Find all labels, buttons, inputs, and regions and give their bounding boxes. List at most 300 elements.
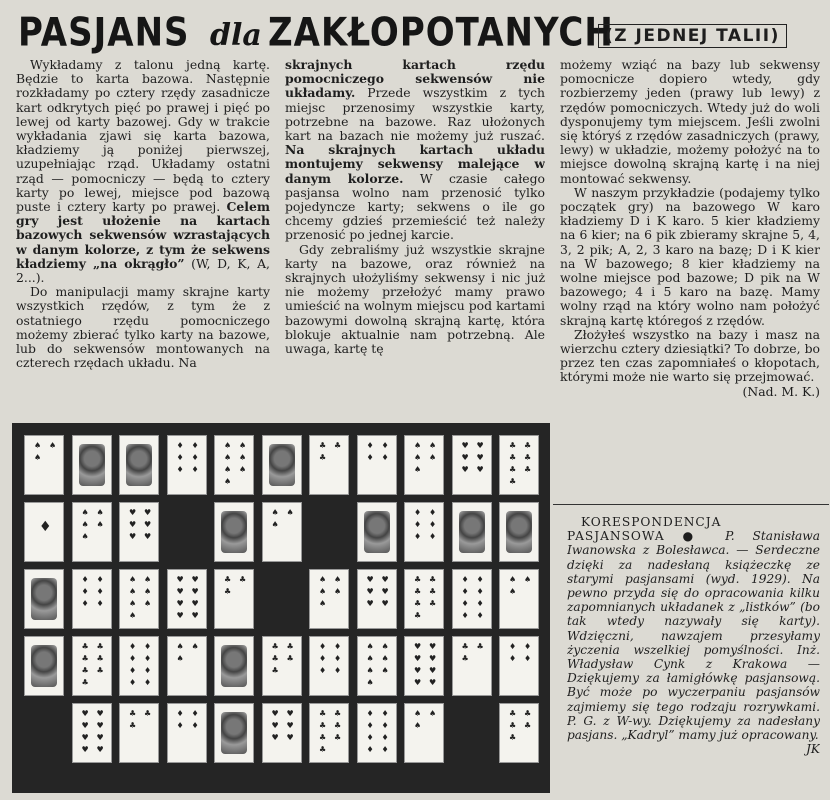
card-suit-icon: ♣ <box>286 654 294 663</box>
card-suit-icon: ♣ <box>96 642 104 651</box>
card-suit-icon: ♥ <box>286 733 294 742</box>
card-suit-icon: ♦ <box>381 441 389 450</box>
card-suit-icon: ♥ <box>366 575 374 584</box>
card-suit-icon: ♦ <box>96 599 104 608</box>
card-suit-icon: ♦ <box>319 642 327 651</box>
card-suit-icon: ♣ <box>129 721 137 730</box>
card-suit-icon: ♠ <box>239 453 247 462</box>
playing-card <box>499 636 539 696</box>
card-suit-icon: ♥ <box>366 587 374 596</box>
playing-card <box>309 703 349 763</box>
text-run: Przede wszystkim z tych miejsc przenosimy wszystkie karty, potrzebne na bazowe. Raz ułożonych kart na bazach nie możemy już ruszać. <box>285 85 545 144</box>
card-suit-icon: ♠ <box>509 587 517 596</box>
card-suit-icon: ♠ <box>334 575 342 584</box>
card-suit-icon: ♥ <box>429 642 437 651</box>
card-suit-icon: ♦ <box>191 465 199 474</box>
playing-card <box>214 703 254 763</box>
card-suit-icon: ♦ <box>191 453 199 462</box>
card-suit-icon: ♣ <box>524 465 532 474</box>
card-suit-icon: ♥ <box>129 508 137 517</box>
title-part-1: PASJANS <box>18 10 190 56</box>
card-suit-icon: ♣ <box>509 709 517 718</box>
card-suit-icon: ♠ <box>144 599 152 608</box>
text-column-2 <box>285 58 545 412</box>
court-card-figure <box>221 511 247 553</box>
playing-card <box>262 703 302 763</box>
playing-card <box>167 636 207 696</box>
card-suit-icon: ♣ <box>271 666 279 675</box>
card-suit-icon: ♦ <box>129 678 137 687</box>
court-card-figure <box>31 645 57 687</box>
card-suit-icon: ♣ <box>509 453 517 462</box>
court-card-figure <box>221 645 247 687</box>
playing-card <box>404 435 444 495</box>
card-suit-icon: ♥ <box>176 587 184 596</box>
playing-card <box>119 636 159 696</box>
card-suit-icon: ♠ <box>96 508 104 517</box>
court-card-figure <box>126 444 152 486</box>
card-suit-icon: ♦ <box>461 599 469 608</box>
card-suit-icon: ♥ <box>191 587 199 596</box>
card-suit-icon: ♥ <box>414 678 422 687</box>
playing-card <box>24 636 64 696</box>
card-suit-icon: ♥ <box>461 465 469 474</box>
card-suit-icon: ♦ <box>176 721 184 730</box>
card-suit-icon: ♥ <box>461 441 469 450</box>
card-suit-icon: ♣ <box>524 709 532 718</box>
card-suit-icon: ♣ <box>319 733 327 742</box>
card-suit-icon: ♥ <box>381 575 389 584</box>
card-suit-icon: ♥ <box>429 666 437 675</box>
bold-run: Na skrajnych kartach układu montujemy sekwensy malejące w danym kolorze. <box>285 142 545 186</box>
court-card-figure <box>269 444 295 486</box>
playing-card <box>499 502 539 562</box>
card-suit-icon: ♣ <box>414 599 422 608</box>
playing-card <box>167 569 207 629</box>
card-suit-icon: ♦ <box>476 587 484 596</box>
court-card-figure <box>459 511 485 553</box>
card-suit-icon: ♣ <box>224 575 232 584</box>
card-suit-icon: ♠ <box>81 532 89 541</box>
card-suit-icon: ♥ <box>144 508 152 517</box>
card-suit-icon: ♠ <box>381 642 389 651</box>
text-column-1 <box>16 58 270 412</box>
playing-card <box>24 569 64 629</box>
playing-card <box>452 502 492 562</box>
card-suit-icon: ♦ <box>144 678 152 687</box>
card-suit-icon: ♠ <box>319 599 327 608</box>
signature: (Nad. M. K.) <box>742 383 820 399</box>
article-header <box>10 8 825 58</box>
card-suit-icon: ♥ <box>81 721 89 730</box>
card-suit-icon: ♦ <box>129 642 137 651</box>
paragraph: W naszym przykładzie (podajemy tylko początek gry) na bazowego W karo kładziemy D i K karo. 5 kier kładziemy na 6 kier; na 6 pik zbieramy skrajne 5, 4, 3, 2 pik; A, 2, 3 karo na bazę; D i K kier na W bazowego; 8 kier kładziemy na wolne miejsce pod bazowe; D pik na W bazowego; 4 i 5 karo na bazę. Mamy wolny rząd na który wolno nam położyć skrajną kartę któregoś z rzędów. <box>560 184 820 328</box>
card-suit-icon: ♥ <box>81 733 89 742</box>
card-layout-photo <box>12 423 550 793</box>
paragraph <box>16 58 270 285</box>
card-suit-icon: ♣ <box>96 654 104 663</box>
card-suit-icon: ♣ <box>334 721 342 730</box>
card-suit-icon: ♦ <box>414 532 422 541</box>
playing-card <box>309 435 349 495</box>
playing-card <box>357 703 397 763</box>
card-suit-icon: ♥ <box>381 599 389 608</box>
playing-card <box>214 636 254 696</box>
signature: JK <box>806 742 820 757</box>
card-suit-icon: ♠ <box>271 520 279 529</box>
card-suit-icon: ♠ <box>366 678 374 687</box>
card-suit-icon: ♠ <box>224 453 232 462</box>
card-suit-icon: ♣ <box>224 587 232 596</box>
card-suit-icon: ♠ <box>271 508 279 517</box>
card-suit-icon: ♥ <box>144 520 152 529</box>
card-suit-icon: ♦ <box>176 709 184 718</box>
card-suit-icon: ♠ <box>319 587 327 596</box>
card-suit-icon: ♠ <box>81 508 89 517</box>
card-suit-icon: ♦ <box>366 721 374 730</box>
card-suit-icon: ♣ <box>81 642 89 651</box>
card-suit-icon: ♣ <box>509 477 517 486</box>
card-suit-icon: ♦ <box>461 587 469 596</box>
card-suit-icon: ♠ <box>224 441 232 450</box>
court-card-figure <box>364 511 390 553</box>
card-suit-icon: ♣ <box>429 599 437 608</box>
card-suit-icon: ♦ <box>366 453 374 462</box>
playing-card <box>357 502 397 562</box>
card-suit-icon: ♠ <box>286 508 294 517</box>
card-suit-icon: ♠ <box>366 666 374 675</box>
card-suit-icon: ♥ <box>366 599 374 608</box>
card-suit-icon: ♦ <box>476 575 484 584</box>
paragraph: Gdy zebraliśmy już wszystkie skrajne karty na bazowe, oraz również na skrajnych ułożyliśmy sekwensy i nic już nie możemy przełożyć mamy prawo umieścić na wolnym miejscu pod kartami bazowymi dowolną skrajną kartę, która blokuje aktualnie nam potrzebną. Ale uwaga, kartę tę <box>285 241 545 357</box>
court-card-figure <box>221 712 247 754</box>
card-suit-icon: ♦ <box>381 733 389 742</box>
card-suit-icon: ♣ <box>319 709 327 718</box>
card-suit-icon: ♠ <box>129 599 137 608</box>
card-suit-icon: ♦ <box>81 587 89 596</box>
card-suit-icon: ♠ <box>414 441 422 450</box>
card-suit-icon: ♥ <box>271 709 279 718</box>
card-suit-icon: ♣ <box>509 721 517 730</box>
card-suit-icon: ♣ <box>476 642 484 651</box>
card-suit-icon: ♦ <box>524 654 532 663</box>
card-suit-icon: ♦ <box>366 733 374 742</box>
card-suit-icon: ♠ <box>414 721 422 730</box>
card-suit-icon: ♦ <box>191 709 199 718</box>
card-suit-icon: ♦ <box>366 745 374 754</box>
playing-card <box>72 435 112 495</box>
title-part-3: ZAKŁOPOTANYCH <box>268 10 614 56</box>
card-suit-icon: ♣ <box>334 733 342 742</box>
card-suit-icon: ♣ <box>271 654 279 663</box>
playing-card <box>72 703 112 763</box>
title-part-2: dla <box>210 18 262 53</box>
card-suit-icon: ♣ <box>144 709 152 718</box>
card-suit-icon: ♦ <box>381 709 389 718</box>
card-suit-icon: ♣ <box>524 453 532 462</box>
card-suit-icon: ♦ <box>429 508 437 517</box>
card-suit-icon: ♣ <box>429 575 437 584</box>
card-suit-icon: ♦ <box>144 642 152 651</box>
court-card-figure <box>31 578 57 620</box>
card-suit-icon: ♥ <box>176 575 184 584</box>
card-suit-icon: ♥ <box>286 709 294 718</box>
card-suit-icon: ♠ <box>34 453 42 462</box>
card-suit-icon: ♥ <box>429 654 437 663</box>
card-suit-icon: ♦ <box>96 575 104 584</box>
playing-card <box>404 636 444 696</box>
card-suit-icon: ♣ <box>414 587 422 596</box>
paragraph <box>285 58 545 243</box>
card-suit-icon: ♠ <box>239 465 247 474</box>
card-suit-icon: ♠ <box>366 642 374 651</box>
card-suit-icon: ♦ <box>429 520 437 529</box>
card-suit-icon: ♦ <box>334 642 342 651</box>
playing-card <box>262 435 302 495</box>
playing-card <box>24 502 64 562</box>
card-suit-icon: ♦ <box>129 654 137 663</box>
card-suit-icon: ♣ <box>81 654 89 663</box>
card-suit-icon: ♠ <box>81 520 89 529</box>
card-suit-icon: ♠ <box>129 611 137 620</box>
card-suit-icon: ♣ <box>509 733 517 742</box>
card-suit-icon: ♠ <box>366 654 374 663</box>
card-suit-icon: ♥ <box>81 745 89 754</box>
card-suit-icon: ♠ <box>429 453 437 462</box>
card-suit-icon: ♥ <box>476 465 484 474</box>
divider <box>553 504 829 505</box>
playing-card <box>499 703 539 763</box>
card-suit-icon: ♥ <box>414 666 422 675</box>
text-run: ● P. Stanisława Iwanowska z Bolesławca. — Serdeczne dzięki za nadesłaną książeczkę ze starymi pasjansami (wyd. 1929). Na pewno przyda się do opracowania kilku zapomnianych układanek z „listków” (bo tak wtedy nazywały się karty). Wdzięczni, nawzajem przesyłamy życzenia wszelkiej pomyślności. Inż. Władysław Cynk z Krakowa — Dziękujemy za łamigłówkę pasjansową. Być może po wyczerpaniu pasjansów zajmiemy się tego rodzaju rozrywkami. P. G. z W-wy. Dziękujemy za nadesłany pasjans. „Kadryl” mamy już opracowany. <box>567 529 820 743</box>
text-run: Wykładamy z talonu jedną kartę. Będzie to karta bazowa. Następnie rozkładamy po cztery rzędy zasadnicze kart odkrytych pięć po prawej i pięć po lewej od karty bazowej. Gdy w trakcie wykładania zjawi się karta bazowa, kładziemy ją poniżej pierwszej, uzupełniając rząd. Układamy ostatni rząd — pomocniczy — będą to cztery karty po lewej, miejsce pod bazową puste i cztery karty po prawej. <box>16 58 270 215</box>
court-card-figure <box>506 511 532 553</box>
card-suit-icon: ♦ <box>191 721 199 730</box>
paragraph: możemy wziąć na bazy lub sekwensy pomocnicze dopiero wtedy, gdy rozbierzemy jeden (prawy lub lewy) z rzędów pomocniczych. Wtedy już do woli dysponujemy tym miejscem. Jeśli zwolni się któryś z rzędów zasadniczych (prawy, lewy) w układzie, możemy położyć na to miejsce dowolną skrajną kartę i na niej montować sekwensy. <box>560 58 820 186</box>
card-suit-icon: ♦ <box>319 654 327 663</box>
card-suit-icon: ♦ <box>176 465 184 474</box>
card-suit-icon: ♥ <box>96 709 104 718</box>
card-suit-icon: ♦ <box>334 654 342 663</box>
card-suit-icon: ♦ <box>319 666 327 675</box>
card-suit-icon: ♠ <box>176 642 184 651</box>
paragraph: Do manipulacji mamy skrajne karty wszystkich rzędów, z tym że z ostatniego rzędu pomocniczego możemy zbierać tylko karty na bazowe, lub do sekwensów montowanych na czterech rzędach układu. Na <box>16 284 270 371</box>
card-suit-icon: ♥ <box>414 654 422 663</box>
playing-card <box>167 435 207 495</box>
card-suit-icon: ♦ <box>476 611 484 620</box>
card-suit-icon: ♣ <box>509 465 517 474</box>
card-suit-icon: ♦ <box>524 642 532 651</box>
card-suit-icon: ♥ <box>96 745 104 754</box>
card-suit-icon: ♠ <box>414 709 422 718</box>
card-suit-icon: ♠ <box>429 709 437 718</box>
correspondence-column <box>567 515 820 795</box>
card-suit-icon: ♠ <box>224 465 232 474</box>
playing-card <box>452 636 492 696</box>
card-suit-icon: ♠ <box>224 477 232 486</box>
card-suit-icon: ♠ <box>49 441 57 450</box>
playing-card <box>357 636 397 696</box>
card-suit-icon: ♣ <box>286 642 294 651</box>
text-run: (W, D, K, A, 2...). <box>16 255 270 286</box>
playing-card <box>72 636 112 696</box>
playing-card <box>499 569 539 629</box>
card-suit-icon: ♠ <box>381 654 389 663</box>
card-suit-icon: ♣ <box>429 587 437 596</box>
card-suit-icon: ♥ <box>129 532 137 541</box>
card-suit-icon: ♥ <box>271 733 279 742</box>
playing-card <box>119 569 159 629</box>
card-suit-icon: ♣ <box>81 678 89 687</box>
playing-card <box>262 636 302 696</box>
card-suit-icon: ♦ <box>144 666 152 675</box>
card-suit-icon: ♦ <box>509 654 517 663</box>
card-suit-icon: ♠ <box>144 587 152 596</box>
text-run: W czasie całego pasjansa wolno nam przenosić tylko pojedyncze karty; sekwens o ile go chcemy gdzieś przemieścić też należy przenosić po jednej karcie. <box>285 170 545 243</box>
card-suit-icon: ♦ <box>39 519 52 535</box>
card-suit-icon: ♣ <box>334 441 342 450</box>
card-suit-icon: ♣ <box>271 642 279 651</box>
card-suit-icon: ♦ <box>96 587 104 596</box>
playing-card <box>119 502 159 562</box>
playing-card <box>214 502 254 562</box>
playing-card <box>452 569 492 629</box>
playing-card <box>309 569 349 629</box>
paragraph: Złożyłeś wszystko na bazy i masz na wierzchu cztery dziesiątki? To dobrze, bo przez ten czas zapomniałeś o kłopotach, którymi może nie warto się przejmować. <box>560 326 820 385</box>
card-suit-icon: ♦ <box>176 441 184 450</box>
card-suit-icon: ♦ <box>81 599 89 608</box>
playing-card <box>499 435 539 495</box>
playing-card <box>72 502 112 562</box>
card-suit-icon: ♦ <box>334 666 342 675</box>
card-suit-icon: ♦ <box>191 441 199 450</box>
card-suit-icon: ♥ <box>176 599 184 608</box>
card-suit-icon: ♦ <box>129 666 137 675</box>
card-suit-icon: ♠ <box>319 575 327 584</box>
card-suit-icon: ♦ <box>414 508 422 517</box>
playing-card <box>404 502 444 562</box>
card-suit-icon: ♦ <box>381 745 389 754</box>
card-suit-icon: ♦ <box>381 721 389 730</box>
card-suit-icon: ♣ <box>96 666 104 675</box>
card-suit-icon: ♠ <box>334 587 342 596</box>
card-suit-icon: ♠ <box>381 666 389 675</box>
card-suit-icon: ♣ <box>524 441 532 450</box>
card-suit-icon: ♠ <box>191 642 199 651</box>
card-suit-icon: ♣ <box>524 721 532 730</box>
card-suit-icon: ♥ <box>414 642 422 651</box>
text-column-3 <box>560 58 820 505</box>
card-suit-icon: ♣ <box>319 745 327 754</box>
card-suit-icon: ♠ <box>96 520 104 529</box>
card-suit-icon: ♠ <box>176 654 184 663</box>
card-suit-icon: ♠ <box>414 453 422 462</box>
card-suit-icon: ♥ <box>429 678 437 687</box>
card-suit-icon: ♥ <box>191 575 199 584</box>
card-suit-icon: ♦ <box>176 453 184 462</box>
title-subtitle: (Z JEDNEJ TALII) <box>598 24 787 48</box>
card-suit-icon: ♦ <box>144 654 152 663</box>
cards-grid <box>12 423 550 793</box>
card-suit-icon: ♠ <box>509 575 517 584</box>
card-suit-icon: ♣ <box>509 441 517 450</box>
card-suit-icon: ♥ <box>476 441 484 450</box>
bold-run: skrajnych kartach rzędu pomocniczego sekwensów nie układamy. <box>285 58 545 101</box>
card-suit-icon: ♦ <box>366 709 374 718</box>
card-suit-icon: ♠ <box>34 441 42 450</box>
card-suit-icon: ♥ <box>381 587 389 596</box>
card-suit-icon: ♥ <box>129 520 137 529</box>
playing-card <box>357 569 397 629</box>
card-suit-icon: ♥ <box>271 721 279 730</box>
card-suit-icon: ♦ <box>81 575 89 584</box>
card-suit-icon: ♠ <box>429 441 437 450</box>
card-suit-icon: ♥ <box>176 611 184 620</box>
card-suit-icon: ♦ <box>366 441 374 450</box>
card-suit-icon: ♦ <box>461 611 469 620</box>
playing-card <box>72 569 112 629</box>
card-suit-icon: ♠ <box>129 587 137 596</box>
playing-card <box>24 435 64 495</box>
card-suit-icon: ♥ <box>191 599 199 608</box>
playing-card <box>309 636 349 696</box>
playing-card <box>404 703 444 763</box>
playing-card <box>452 435 492 495</box>
bold-run: Celem gry jest ułożenie na kartach bazowych sekwensów wzrastających w danym kolorze, z tym że sekwens kładziemy „na okrągło” <box>16 199 270 271</box>
playing-card <box>119 435 159 495</box>
playing-card <box>262 502 302 562</box>
card-suit-icon: ♥ <box>96 721 104 730</box>
playing-card <box>404 569 444 629</box>
card-suit-icon: ♣ <box>319 453 327 462</box>
card-suit-icon: ♥ <box>476 453 484 462</box>
correspondence-heading: KORESPONDENCJA PASJANSOWA <box>567 515 722 544</box>
card-suit-icon: ♣ <box>461 654 469 663</box>
card-suit-icon: ♠ <box>239 441 247 450</box>
card-suit-icon: ♣ <box>334 709 342 718</box>
card-suit-icon: ♦ <box>509 642 517 651</box>
playing-card <box>214 435 254 495</box>
card-suit-icon: ♣ <box>461 642 469 651</box>
card-suit-icon: ♣ <box>81 666 89 675</box>
card-suit-icon: ♣ <box>414 611 422 620</box>
card-suit-icon: ♣ <box>239 575 247 584</box>
playing-card <box>214 569 254 629</box>
card-suit-icon: ♠ <box>524 575 532 584</box>
card-suit-icon: ♠ <box>414 465 422 474</box>
card-suit-icon: ♣ <box>414 575 422 584</box>
card-suit-icon: ♥ <box>96 733 104 742</box>
card-suit-icon: ♥ <box>191 611 199 620</box>
card-suit-icon: ♦ <box>429 532 437 541</box>
card-suit-icon: ♦ <box>414 520 422 529</box>
playing-card <box>119 703 159 763</box>
card-suit-icon: ♥ <box>286 721 294 730</box>
card-suit-icon: ♣ <box>319 721 327 730</box>
card-suit-icon: ♣ <box>129 709 137 718</box>
playing-card <box>357 435 397 495</box>
paragraph <box>567 515 820 742</box>
card-suit-icon: ♦ <box>381 453 389 462</box>
card-suit-icon: ♥ <box>81 709 89 718</box>
card-suit-icon: ♣ <box>319 441 327 450</box>
playing-card <box>167 703 207 763</box>
card-suit-icon: ♦ <box>476 599 484 608</box>
card-suit-icon: ♥ <box>461 453 469 462</box>
card-suit-icon: ♠ <box>144 575 152 584</box>
court-card-figure <box>79 444 105 486</box>
card-suit-icon: ♥ <box>144 532 152 541</box>
